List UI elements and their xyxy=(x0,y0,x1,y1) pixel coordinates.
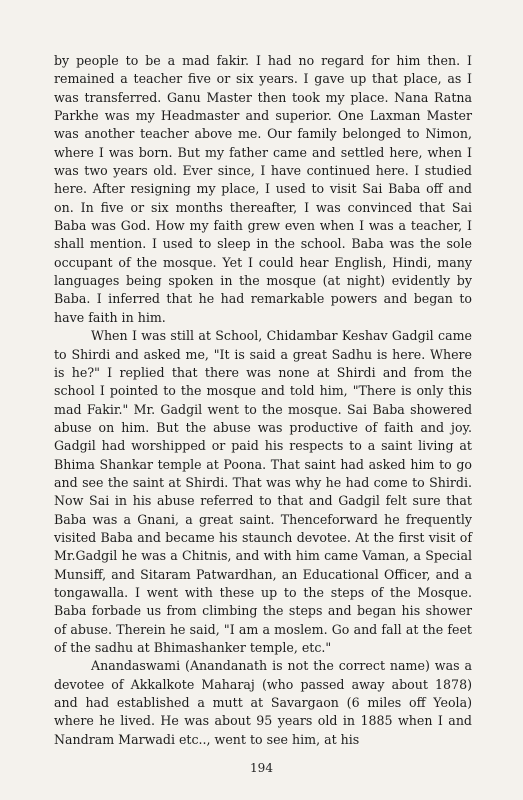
body-text xyxy=(54,52,472,749)
paragraph-3: Anandaswami (Anandanath is not the correct name) was a devotee of Akkalkote Maharaj (who passed away about 1878) and had established a mutt at Savargaon (6 miles off Yeola) where he lived. He was about 95 years old in 1885 when I and Nandram Marwadi etc.., went to see him, at his xyxy=(54,658,472,747)
page-number: 194 xyxy=(250,761,273,775)
paragraph-2: When I was still at School, Chidambar Keshav Gadgil came to Shirdi and asked me, "It is said a great Sadhu is here. Where is he?" I replied that there was none at Shirdi and from the school I pointed to the mosque and told him, "There is only this mad Fakir." Mr. Gadgil went to the mosque. Sai Baba showered abuse on him. But the abuse was productive of faith and joy. Gadgil had worshipped or paid his respects to a saint living at Bhima Shankar temple at Poona. That saint had asked him to go and see the saint at Shirdi. That was why he had come to Shirdi. Now Sai in his abuse referred to that and Gadgil felt sure that Baba was a Gnani, a great saint. Thenceforward he frequently visited Baba and became his staunch devotee. At the first visit of Mr.Gadgil he was a Chitnis, and with him came Vaman, a Special Munsiff, and Sitaram Patwardhan, an Educational Officer, and a tongawalla. I went with these up to the steps of the Mosque. Baba forbade us from climbing the steps and began his shower of abuse. Therein he said, "I am a moslem. Go and fall at the feet of the sadhu at Bhimashanker temple, etc." xyxy=(54,328,472,655)
paragraph-1: by people to be a mad fakir. I had no regard for him then. I remained a teacher five or six years. I gave up that place, as I was transferred. Ganu Master then took my place. Nana Ratna Parkhe was my Headmaster and superior. One Laxman Master was another teacher above me. Our family belonged to Nimon, where I was born. But my father came and settled here, when I was two years old. Ever since, I have continued here. I studied here. After resigning my place, I used to visit Sai Baba off and on. In five or six months thereafter, I was convinced that Sai Baba was God. How my faith grew even when I was a teacher, I shall mention. I used to sleep in the school. Baba was the sole occupant of the mosque. Yet I could hear English, Hindi, many languages being spoken in the mosque (at night) evidently by Baba. I inferred that he had remarkable powers and began to have faith in him. xyxy=(54,53,472,325)
